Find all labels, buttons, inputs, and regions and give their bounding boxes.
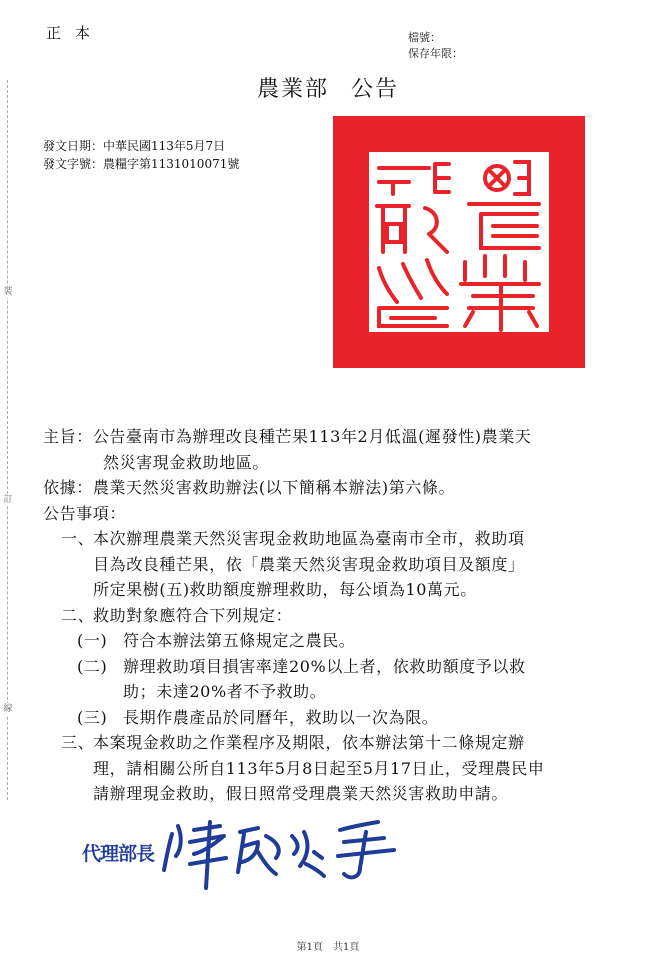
copy-label: 正本 [46,24,105,42]
items-heading: 公告事項： [43,503,127,523]
announcement-item-1 [43,526,623,603]
subject-section [43,424,623,475]
signature-block [82,812,404,892]
archive-info [408,30,463,62]
binding-line [7,80,8,800]
subitem-line: 辦理救助項目損害率達20%以上者，依救助額度予以救 [123,656,526,676]
page-footer [0,938,656,953]
announcement-item-3 [43,730,623,807]
seal-glyphs-icon [369,152,549,332]
subitem-number: (一) [77,631,108,650]
binding-mark-line: 線 [3,704,13,714]
basis-text: 農業天然災害救助辦法(以下簡稱本辦法)第六條。 [92,478,456,497]
subitem-line: 符合本辦法第五條規定之農民。 [123,631,356,650]
item-line: 本案現金救助之作業程序及期限，依本辦法第十二條規定辦 [93,733,525,752]
binding-mark-staple: 訂 [3,495,13,505]
item-line: 目為改良種芒果，依「農業天然災害現金救助項目及額度」 [93,554,525,574]
announcement-body [43,424,623,807]
handwritten-signature [154,812,404,892]
document-meta [43,137,239,173]
page-number: 第1頁 [296,942,323,953]
retention-label: 保存年限： [408,47,463,60]
binding-mark-bind: 裝 [3,287,13,297]
subitem-2-1 [43,628,623,654]
item-line: 所定果樹(五)救助額度辦理救助，每公頃為10萬元。 [93,580,477,599]
subitem-line: 助；未達20%者不予救助。 [123,682,327,701]
subject-text-line2: 然災害現金救助地區。 [103,452,270,472]
basis-label: 依據： [43,478,93,497]
subitem-line: 長期作農產品於同曆年，救助以一次為限。 [123,707,439,727]
subitem-2-3 [43,705,623,731]
item-number: 一、 [61,529,95,548]
page-total: 共1頁 [333,942,360,953]
basis-section [43,475,623,501]
item-line: 救助對象應符合下列規定： [93,605,293,625]
file-number-label: 檔號： [408,31,441,44]
item-line: 理，請相關公所自113年5月8日起至5月17日止，受理農民申 [93,758,545,778]
announcement-item-2 [43,603,623,629]
official-seal [333,116,585,368]
doc-type: 公告 [351,77,400,102]
subject-text-line1: 公告臺南市為辦理改良種芒果113年2月低溫(遲發性)農業天 [92,427,532,446]
signatory-title: 代理部長 [82,842,155,865]
item-number: 三、 [61,733,95,752]
item-line: 本次辦理農業天然災害現金救助地區為臺南市全市，救助項 [93,529,525,548]
subitem-number: (三) [77,707,108,727]
subitem-number: (二) [77,656,108,676]
signature-icon [154,812,404,892]
subitem-2-2 [43,654,623,705]
subject-label: 主旨： [43,427,93,446]
issue-date: 發文日期：中華民國113年5月7日 [43,139,226,153]
item-number: 二、 [61,605,95,625]
item-line: 請辦理現金救助，假日照常受理農業天然災害救助申請。 [93,784,509,803]
page-title [0,72,656,103]
seal-inner [369,152,549,332]
issue-number: 發文字號：農糧字第1131010071號 [43,157,240,171]
agency-name: 農業部 [256,77,329,102]
